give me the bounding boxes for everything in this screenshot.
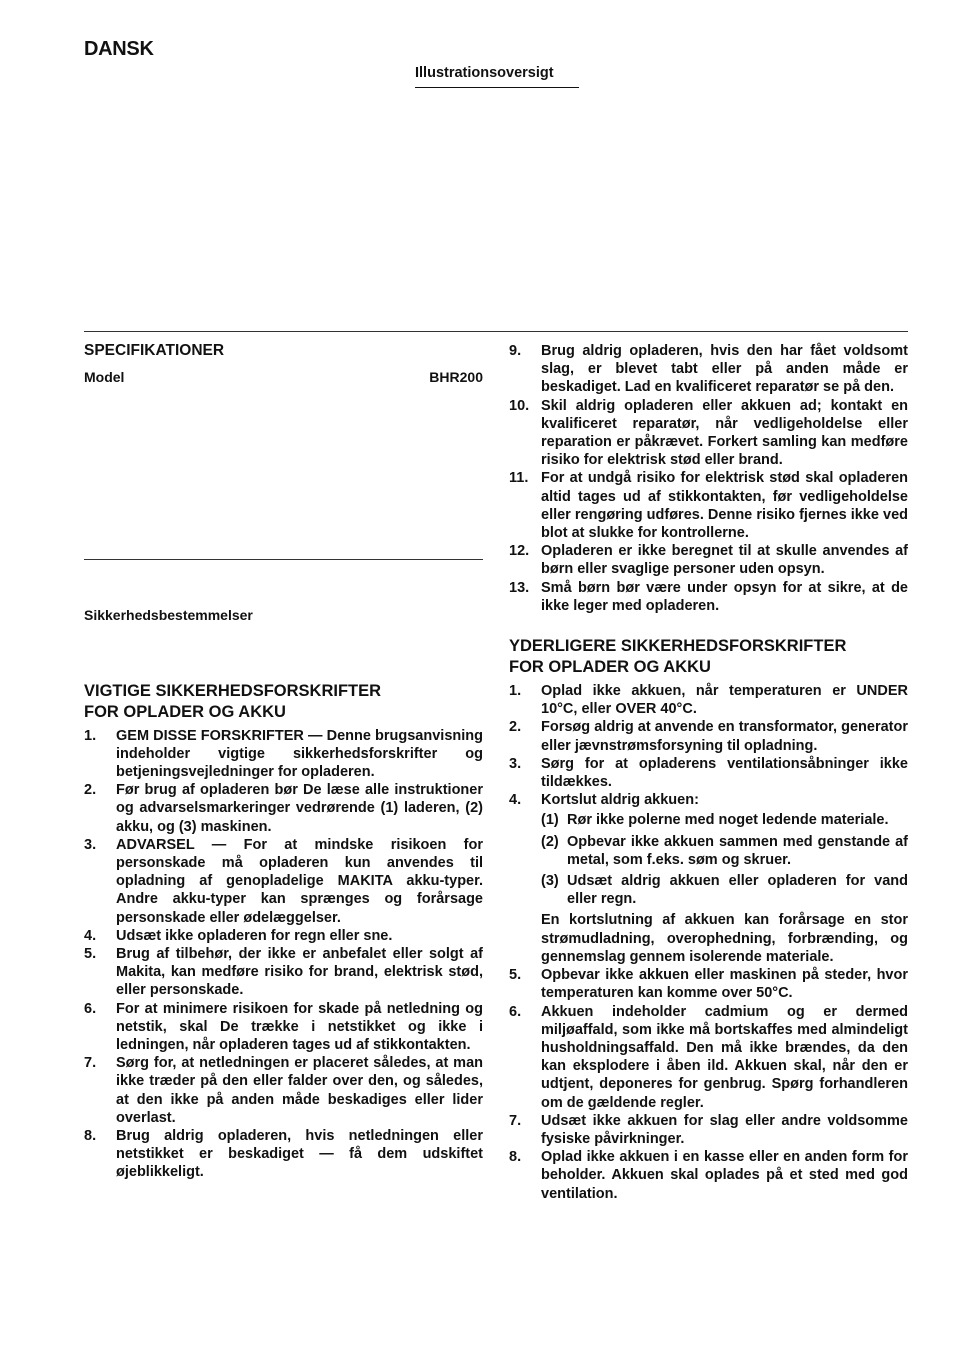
list-item: 2. Før brug af opladeren bør De læse alle instruktioner og advarselsmarkeringer vedrørende (1) laderen, (2) akku, og (3) maskinen. bbox=[84, 782, 483, 835]
additional-safety-heading bbox=[509, 636, 908, 678]
list-item: 10. Skil aldrig opladeren eller akkuen ad; kontakt en kvalificeret reparatør, når vedligeholdelse eller reparation er påkrævet. Forkert samling kan medføre risiko for elektrisk stød eller brand. bbox=[509, 397, 908, 469]
additional-heading-line1: YDERLIGERE SIKKERHEDSFORSKRIFTER bbox=[509, 637, 847, 656]
list-item: 9. Brug aldrig opladeren, hvis den har fået voldsomt slag, er blevet tabt eller på anden måde er beskadiget. Lad en kvalificeret reparatør se på den. bbox=[509, 343, 908, 396]
important-safety-list bbox=[84, 727, 483, 1182]
list-item: 6. Akkuen indeholder cadmium og er dermed miljøaffald, som ikke må bortskaffes med almindeligt husholdningsaffald. Den må ikke brændes, da den kan eksplodere i åben ild. Akkuen skal, når den er udtjent, deponeres for genbrug. Spørg forhandleren om de gældende regler. bbox=[509, 1003, 908, 1111]
model-row bbox=[84, 368, 483, 386]
list-item: 11. For at undgå risiko for elektrisk stød skal opladeren altid tages ud af stikkontakten, før vedligeholdelse eller rengøring udføres. Denne risiko fjernes ikke ved blot at slukke for kontrollerne. bbox=[509, 470, 908, 542]
additional-heading-line2: FOR OPLADER OG AKKU bbox=[509, 658, 711, 677]
list-item: 6. For at minimere risikoen for skade på netledning og netstik, skal De trække i netstikket og ikke i ledningen, når opladeren tages ud af stikkontakten. bbox=[84, 1000, 483, 1054]
safety-rules-label: Sikkerhedsbestemmelser bbox=[84, 607, 253, 624]
list-item: 1. GEM DISSE FORSKRIFTER — Denne brugsanvisning indeholder vigtige sikkerhedsforskrifter og betjeningsvejledninger for opladeren. bbox=[84, 727, 483, 781]
important-safety-list-continued bbox=[509, 342, 908, 615]
important-safety-heading bbox=[84, 681, 483, 723]
list-item: 1. Oplad ikke akkuen, når temperaturen er UNDER 10°C, eller OVER 40°C. bbox=[509, 683, 908, 718]
list-item: 8. Oplad ikke akkuen i en kasse eller en anden form for beholder. Akkuen skal oplades på et sted med god ventilation. bbox=[509, 1149, 908, 1202]
list-item: 4. Udsæt ikke opladeren for regn eller sne. bbox=[84, 927, 393, 944]
left-column bbox=[84, 342, 483, 1182]
sub-list-item: (1) Rør ikke polerne med noget ledende materiale. bbox=[541, 812, 889, 829]
list-item: 13. Små børn bør være under opsyn for at sikre, at de ikke leger med opladeren. bbox=[509, 579, 908, 614]
list-item: 3. ADVARSEL — For at mindske risikoen for personskade må opladeren kun anvendes til opladning af genopladelige MAKITA akku-typer. Andre akku-typer kan sprænges og forårsage personskade eller ødelæggelser. bbox=[84, 836, 483, 926]
list-item: 7. Udsæt ikke akkuen for slag eller andre voldsomme fysiske påvirkninger. bbox=[509, 1112, 908, 1147]
important-heading-line1: VIGTIGE SIKKERHEDSFORSKRIFTER bbox=[84, 681, 382, 700]
short-circuit-sublist bbox=[541, 811, 908, 908]
model-label: Model bbox=[84, 369, 125, 386]
illustration-overview-title: Illustrationsoversigt bbox=[415, 65, 579, 88]
list-item: 4. Kortslut aldrig akkuen: (1) Rør ikke polerne med noget ledende materiale. (2) Opbevar ikke akkuen sammen med genstande af metal, som f.eks. søm og skruer. (3) Udsæt aldrig akkuen eller opladeren for vand eller regn. En kortslutning af akkuen kan forårsage en stor strømudladning, overophedning, forbrænding, og gennemslag gennem isolerende materiale. bbox=[509, 792, 908, 965]
short-circuit-note: En kortslutning af akkuen kan forårsage en stor strømudladning, overophedning, forbrænding, og gennemslag gennem isolerende materiale. bbox=[541, 912, 908, 965]
list-item: 12. Opladeren er ikke beregnet til at skulle anvendes af børn eller svaglige personer uden opsyn. bbox=[509, 543, 908, 578]
right-column bbox=[509, 342, 908, 1203]
sub-list-item: (3) Udsæt aldrig akkuen eller opladeren for vand eller regn. bbox=[541, 873, 908, 908]
model-value: BHR200 bbox=[429, 369, 483, 386]
list-item: 5. Brug af tilbehør, der ikke er anbefalet eller solgt af Makita, kan medføre risiko for brand, elektrisk stød, eller personskade. bbox=[84, 946, 483, 999]
section-divider-top bbox=[84, 331, 908, 332]
list-item: 2. Forsøg aldrig at anvende en transformator, generator eller jævnstrømsforsyning til opladning. bbox=[509, 719, 908, 754]
list-item: 5. Opbevar ikke akkuen eller maskinen på steder, hvor temperaturen kan komme over 50°C. bbox=[509, 967, 908, 1002]
sub-list-item: (2) Opbevar ikke akkuen sammen med genstande af metal, som f.eks. søm og skruer. bbox=[541, 833, 908, 868]
list-item: 7. Sørg for, at netledningen er placeret således, at man ikke træder på den eller falder over den, og således, at den ikke på anden måde beskadiges eller lider overlast. bbox=[84, 1055, 483, 1126]
list-item: 8. Brug aldrig opladeren, hvis netledningen eller netstikket er beskadiget — få dem udskiftet øjeblikkeligt. bbox=[84, 1128, 483, 1181]
important-heading-line2: FOR OPLADER OG AKKU bbox=[84, 702, 286, 721]
language-heading: DANSK bbox=[84, 38, 154, 60]
list-item: 3. Sørg for at opladerens ventilationsåbninger ikke tildækkes. bbox=[509, 755, 908, 791]
additional-safety-list bbox=[509, 682, 908, 1203]
specifications-heading: SPECIFIKATIONER bbox=[84, 342, 225, 359]
